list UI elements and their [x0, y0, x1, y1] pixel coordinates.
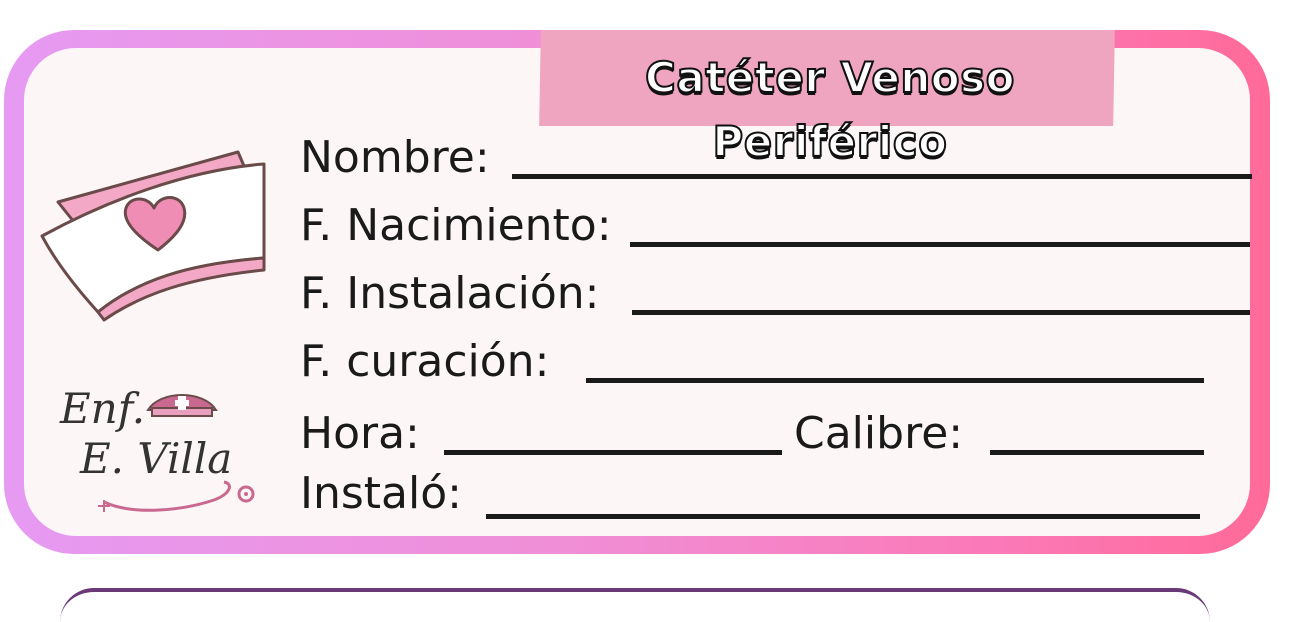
field-nombre-line[interactable]: [512, 174, 1252, 179]
next-label-edge: [60, 588, 1210, 622]
field-calibre-line[interactable]: [990, 450, 1204, 455]
logo-line-2: E. Villa: [80, 434, 233, 483]
field-nacimiento-line[interactable]: [630, 242, 1250, 247]
field-curacion-label: F. curación:: [300, 336, 550, 387]
field-calibre-label: Calibre:: [794, 408, 964, 459]
field-nombre-label: Nombre:: [300, 132, 490, 183]
nurse-cap-icon: [38, 140, 274, 326]
field-curacion-line[interactable]: [586, 378, 1204, 383]
field-instalacion-line[interactable]: [632, 310, 1250, 315]
field-hora-label: Hora:: [300, 408, 420, 459]
logo-line-1: Enf.: [60, 384, 146, 433]
field-instalacion-label: F. Instalación:: [300, 268, 600, 319]
field-nacimiento-label: F. Nacimiento:: [300, 200, 612, 251]
field-instalo-label: Instaló:: [300, 468, 462, 519]
field-hora-line[interactable]: [444, 450, 782, 455]
field-instalo-line[interactable]: [486, 514, 1200, 519]
logo-nurse-cap-icon: [142, 382, 222, 422]
brand-logo: [56, 380, 266, 522]
logo-stethoscope-icon: [94, 476, 264, 520]
label-title: Catéter Venoso Periférico: [645, 53, 1015, 166]
